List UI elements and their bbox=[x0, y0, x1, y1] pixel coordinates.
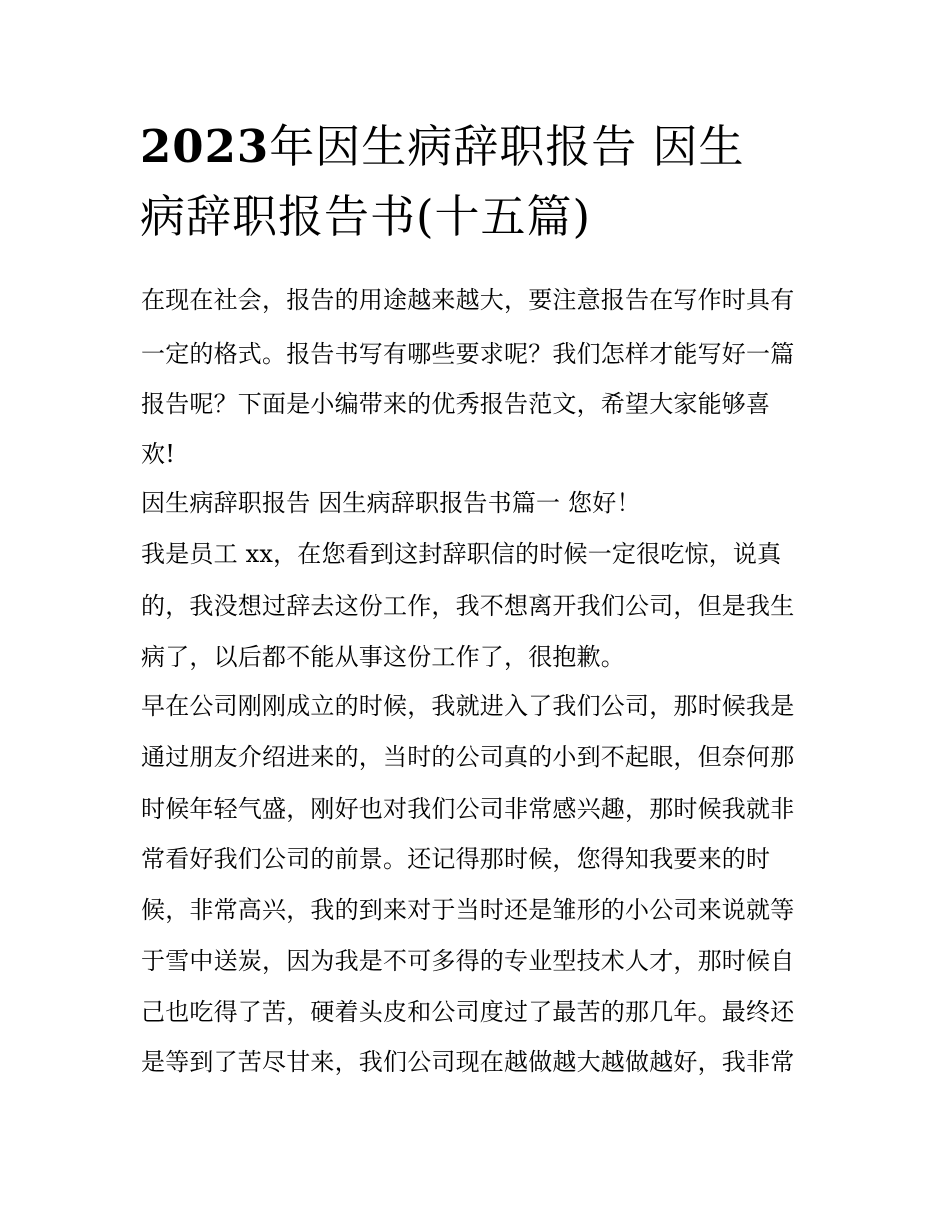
body-line: 一定的格式。报告书写有哪些要求呢？我们怎样才能写好一篇 bbox=[141, 340, 795, 368]
body-line: 己也吃得了苦，硬着头皮和公司度过了最苦的那几年。最终还 bbox=[141, 998, 795, 1026]
title-line2-text: 病辞职报告书(十五篇) bbox=[140, 190, 592, 243]
body-line: 于雪中送炭，因为我是不可多得的专业型技术人才，那时候自 bbox=[141, 947, 795, 975]
body-line: 时候年轻气盛，刚好也对我们公司非常感兴趣，那时候我就非 bbox=[141, 795, 795, 823]
body-line: 常看好我们公司的前景。还记得那时候，您得知我要来的时 bbox=[141, 845, 771, 873]
body-line: 病了，以后都不能从事这份工作了，很抱歉。 bbox=[141, 643, 625, 671]
body-line: 是等到了苦尽甘来，我们公司现在越做越大越做越好，我非常 bbox=[141, 1048, 795, 1076]
body-line: 通过朋友介绍进来的，当时的公司真的小到不起眼，但奈何那 bbox=[141, 743, 795, 771]
body-line: 早在公司刚刚成立的时候，我就进入了我们公司，那时候我是 bbox=[141, 692, 795, 720]
title-line1-text: 年因生病辞职报告 因生 bbox=[269, 120, 745, 173]
body-line: 的，我没想过辞去这份工作，我不想离开我们公司，但是我生 bbox=[141, 592, 795, 620]
body-line: 候，非常高兴，我的到来对于当时还是雏形的小公司来说就等 bbox=[141, 896, 795, 924]
body-line: 欢! bbox=[141, 440, 176, 468]
section-heading: 因生病辞职报告 因生病辞职报告书篇一 您好！ bbox=[141, 489, 641, 517]
body-line: 在现在社会，报告的用途越来越大，要注意报告在写作时具有 bbox=[141, 286, 795, 314]
body-line: 报告呢？下面是小编带来的优秀报告范文，希望大家能够喜 bbox=[141, 390, 771, 418]
title-year: 2023 bbox=[140, 120, 270, 173]
body-line: 我是员工 xx，在您看到这封辞职信的时候一定很吃惊，说真 bbox=[141, 540, 782, 568]
document-title bbox=[140, 112, 820, 252]
